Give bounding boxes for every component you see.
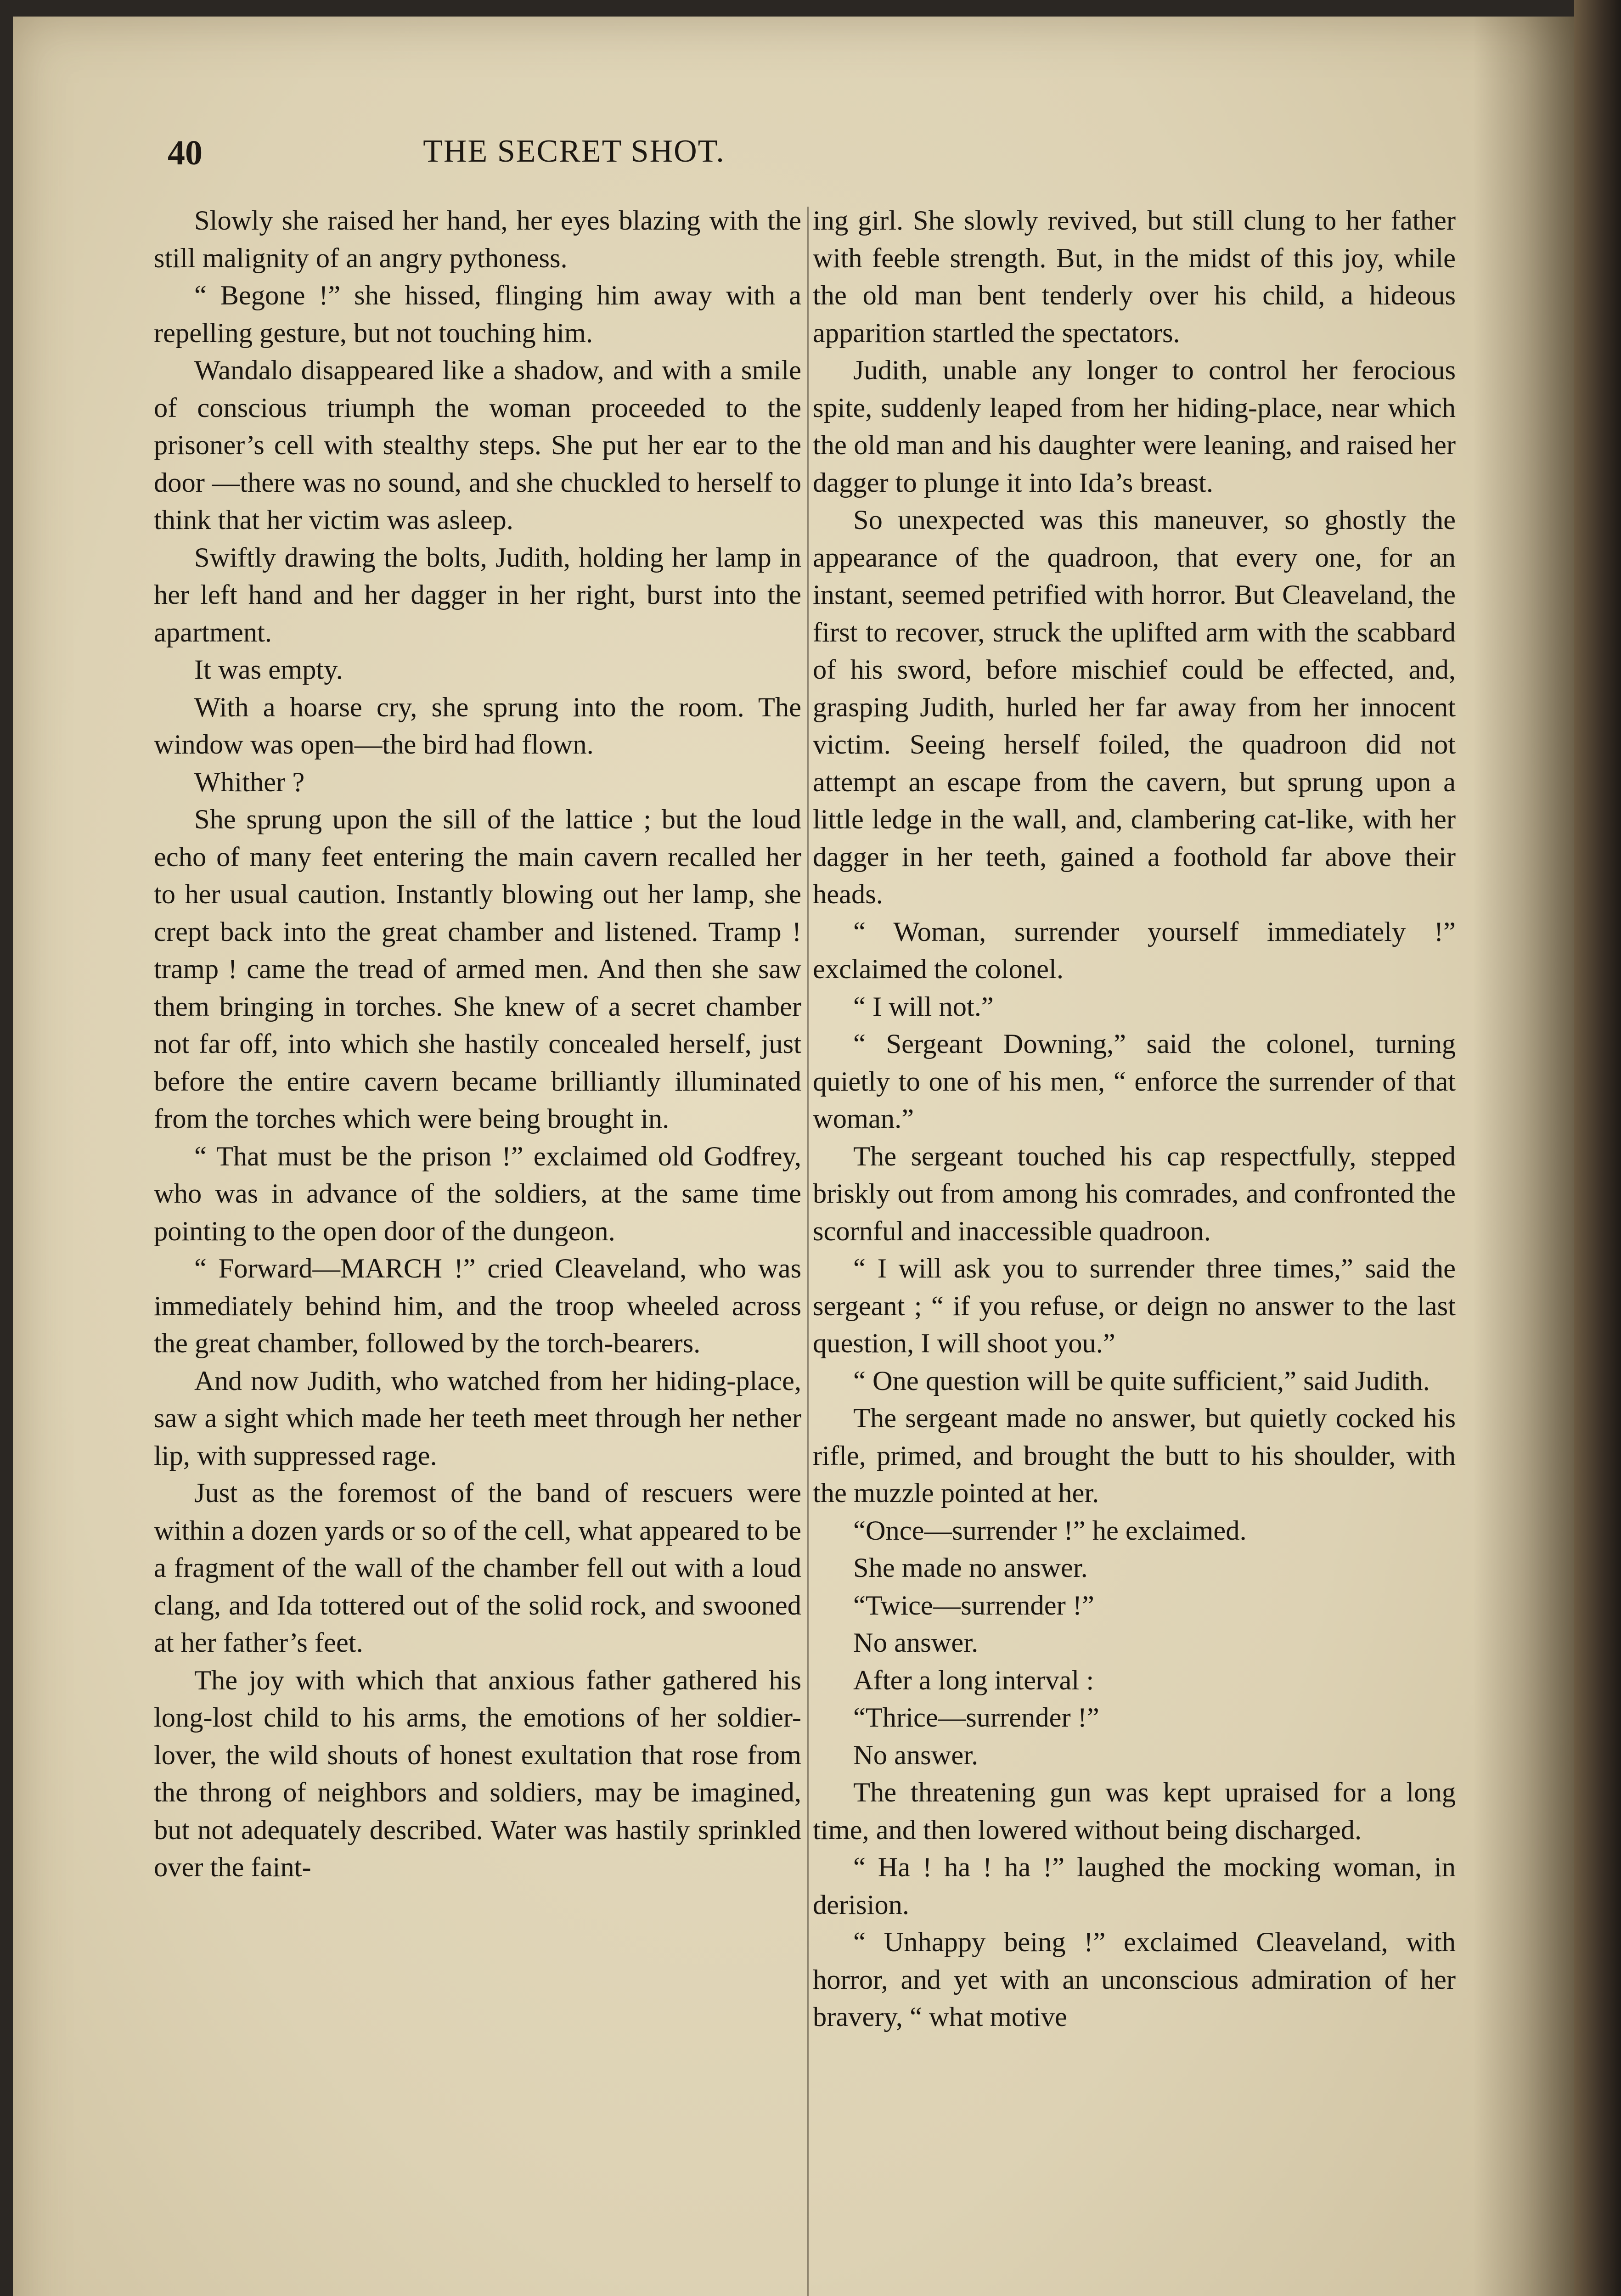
paragraph: “Once—surrender !” he exclaimed. [853,1515,1247,1546]
running-title: THE SECRET SHOT. [423,134,725,169]
paragraph: Swiftly drawing the bolts, Judith, holding her lamp in her left hand and her dagger in her right, burst into the apartment. [154,542,801,648]
paragraph: “ Begone !” she hissed, flinging him away with a repelling gesture, but not touching him. [154,280,801,349]
paragraph: Slowly she raised her hand, her eyes blazing with the still malignity of an angry pythoness. [154,205,801,274]
paragraph: The threatening gun was kept upraised for a long time, and then lowered without being discharged. [813,1777,1456,1846]
paragraph: The sergeant touched his cap respectfully, stepped briskly out from among his comrades, and confronted the scornful and inaccessible quadroon. [813,1141,1456,1247]
page-number: 40 [168,134,203,172]
paragraph: “ I will ask you to surrender three times,” said the sergeant ; “ if you refuse, or deign no answer to the last question, I will shoot you.” [813,1253,1456,1359]
paragraph: “Thrice—surrender !” [853,1702,1099,1733]
paragraph: “ Woman, surrender yourself immediately !” exclaimed the colonel. [813,916,1456,985]
paragraph: It was empty. [194,654,343,685]
paragraph: “ Unhappy being !” exclaimed Cleaveland, with horror, and yet with an unconscious admiration of her bravery, “ what motive [813,1927,1456,2032]
paragraph: “ Forward—MARCH !” cried Cleaveland, who was immediately behind him, and the troop wheeled across the great chamber, followed by the torch-bearers. [154,1253,801,1359]
paragraph: The sergeant made no answer, but quietly cocked his rifle, primed, and brought the butt to his shoulder, with the muzzle pointed at her. [813,1403,1456,1508]
column-divider [807,207,809,2296]
paragraph: Just as the foremost of the band of rescuers were within a dozen yards or so of the cell, what appeared to be a fragment of the wall of the chamber fell out with a loud clang, and Ida tottered out of the solid rock, and swooned at her father’s feet. [154,1478,801,1658]
paragraph: And now Judith, who watched from her hiding-place, saw a sight which made her teeth meet through her nether lip, with suppressed rage. [154,1365,801,1471]
paragraph: No answer. [853,1739,979,1771]
paragraph: Whither ? [194,766,305,798]
paragraph: “Twice—surrender !” [853,1590,1094,1621]
paragraph: Wandalo disappeared like a shadow, and with a smile of conscious triumph the woman proceeded to the prisoner’s cell with stealthy steps. She put her ear to the door —there was no sound, and she chuckled to herself to think that her victim was asleep. [154,355,801,535]
paragraph: With a hoarse cry, she sprung into the room. The window was open—the bird had flown. [154,692,801,760]
paragraph: She sprung upon the sill of the lattice ; but the loud echo of many feet entering the main cavern recalled her to her usual caution. Instantly blowing out her lamp, she crept back into the great chamber and listened. Tramp ! tramp ! came the tread of armed men. And then she saw them bringing in torches. She knew of a secret chamber not far off, into which she hastily concealed herself, just before the entire cavern became brilliantly illuminated from the torches which were being brought in. [154,804,801,1134]
paragraph: She made no answer. [853,1553,1088,1583]
page-header [156,115,1451,184]
paragraph: “ That must be the prison !” exclaimed old Godfrey, who was in advance of the soldiers, at the same time pointing to the open door of the dungeon. [154,1141,801,1247]
paragraph: “ I will not.” [853,991,994,1022]
paragraph: So unexpected was this maneuver, so ghostly the appearance of the quadroon, that every one, for an instant, seemed petrified with horror. But Cleaveland, the first to recover, struck the uplifted arm with the scabbard of his sword, before mischief could be effected, and, grasping Judith, hurled her far away from her innocent victim. Seeing herself foiled, the quadroon did not attempt an escape from the cavern, but sprung upon a little ledge in the wall, and, clambering cat-like, with her dagger in her teeth, gained a foothold far above their heads. [813,505,1456,910]
paragraph: ing girl. She slowly revived, but still clung to her father with feeble strength. But, in the midst of this joy, while the old man bent tenderly over his child, a hideous apparition startled the spectators. [813,205,1456,349]
page-edge [1574,0,1621,2296]
paragraph: “ One question will be quite sufficient,” said Judith. [853,1365,1430,1396]
paragraph: After a long interval : [853,1665,1094,1696]
left-text-column [154,202,801,2296]
paragraph: “ Ha ! ha ! ha !” laughed the mocking woman, in derision. [813,1852,1456,1920]
right-text-column [813,202,1456,2296]
paragraph: The joy with which that anxious father gathered his long-lost child to his arms, the emotions of her soldier-lover, the wild shouts of honest exultation that rose from the throng of neighbors and soldiers, may be imagined, but not adequately described. Water was hastily sprinkled over the faint- [154,1665,801,1883]
paragraph: “ Sergeant Downing,” said the colonel, turning quietly to one of his men, “ enforce the surrender of that woman.” [813,1029,1456,1134]
spine-shadow [1473,17,1574,2296]
paragraph: Judith, unable any longer to control her ferocious spite, suddenly leaped from her hiding-place, near which the old man and his daughter were leaning, and raised her dagger to plunge it into Ida’s breast. [813,355,1456,498]
paragraph: No answer. [853,1627,979,1658]
